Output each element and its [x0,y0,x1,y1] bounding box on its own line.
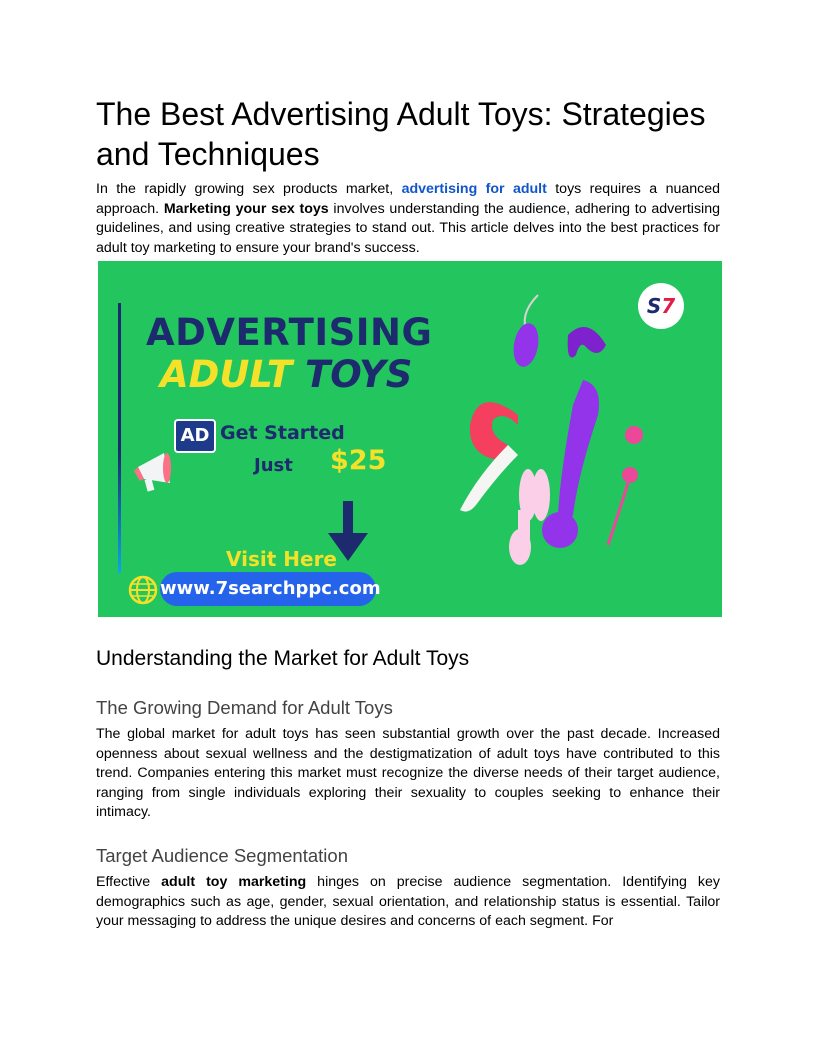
adult-toys-illustration [448,285,648,585]
segmentation-paragraph [96,873,720,932]
growing-demand-paragraph: The global market for adult toys has seen substantial growth over the past decade. Increased openness about sexual wellness and the destigmatization of adult toys have contributed to this trend. Companies entering this market must recognize the diverse needs of their target audience, ranging from single individuals exploring their sexuality to couples seeking to enhance their intimacy. [96,726,720,820]
price-text: $25 [330,445,387,476]
advertising-link[interactable]: advertising for adult [401,181,547,197]
intro-text-1: In the rapidly growing sex products market, [96,181,402,197]
subheading-growing-demand: The Growing Demand for Adult Toys [96,697,393,718]
intro-text-3: involves understanding the audience, adhering to advertising guidelines, and using creative strategies to stand out. This article delves into the best practices for adult toy marketing to ensure your brand's success. [96,200,720,256]
segmentation-text-2: hinges on precise audience segmentation. Identifying key demographics such as age, gender, sexual orientation, and relationship status is essential. Tailor your messaging to address the unique desires and concerns of each segment. For [96,874,720,929]
logo-digit-7: 7 [661,294,676,318]
banner-headline-2 [160,353,412,396]
segmentation-bold: adult toy marketing [161,874,307,890]
globe-icon [128,575,158,605]
section-heading: Understanding the Market for Adult Toys [96,647,470,670]
subheading-audience-segmentation: Target Audience Segmentation [96,845,348,866]
ad-badge: AD [174,419,216,453]
page-title: The Best Advertising Adult Toys: Strategies and Techniques [96,96,706,172]
banner-headline-2b: TOYS [292,353,413,396]
just-text: Just [254,455,293,476]
banner-accent-bar [118,303,121,573]
banner-headline-1: ADVERTISING [146,311,433,354]
get-started-text: Get Started [220,422,345,444]
ad-banner-image [98,261,722,617]
intro-text-2: toys requires a nuanced approach. [96,181,721,217]
intro-paragraph [96,180,720,258]
visit-here-text: Visit Here [226,547,337,571]
website-url-pill[interactable]: www.7searchppc.com [160,572,376,606]
logo-letter-s: S [646,294,662,318]
intro-bold: Marketing your sex toys [163,200,329,217]
banner-headline-2a: ADULT [160,353,293,396]
megaphone-icon [134,445,178,497]
segmentation-text-1: Effective [96,874,162,890]
